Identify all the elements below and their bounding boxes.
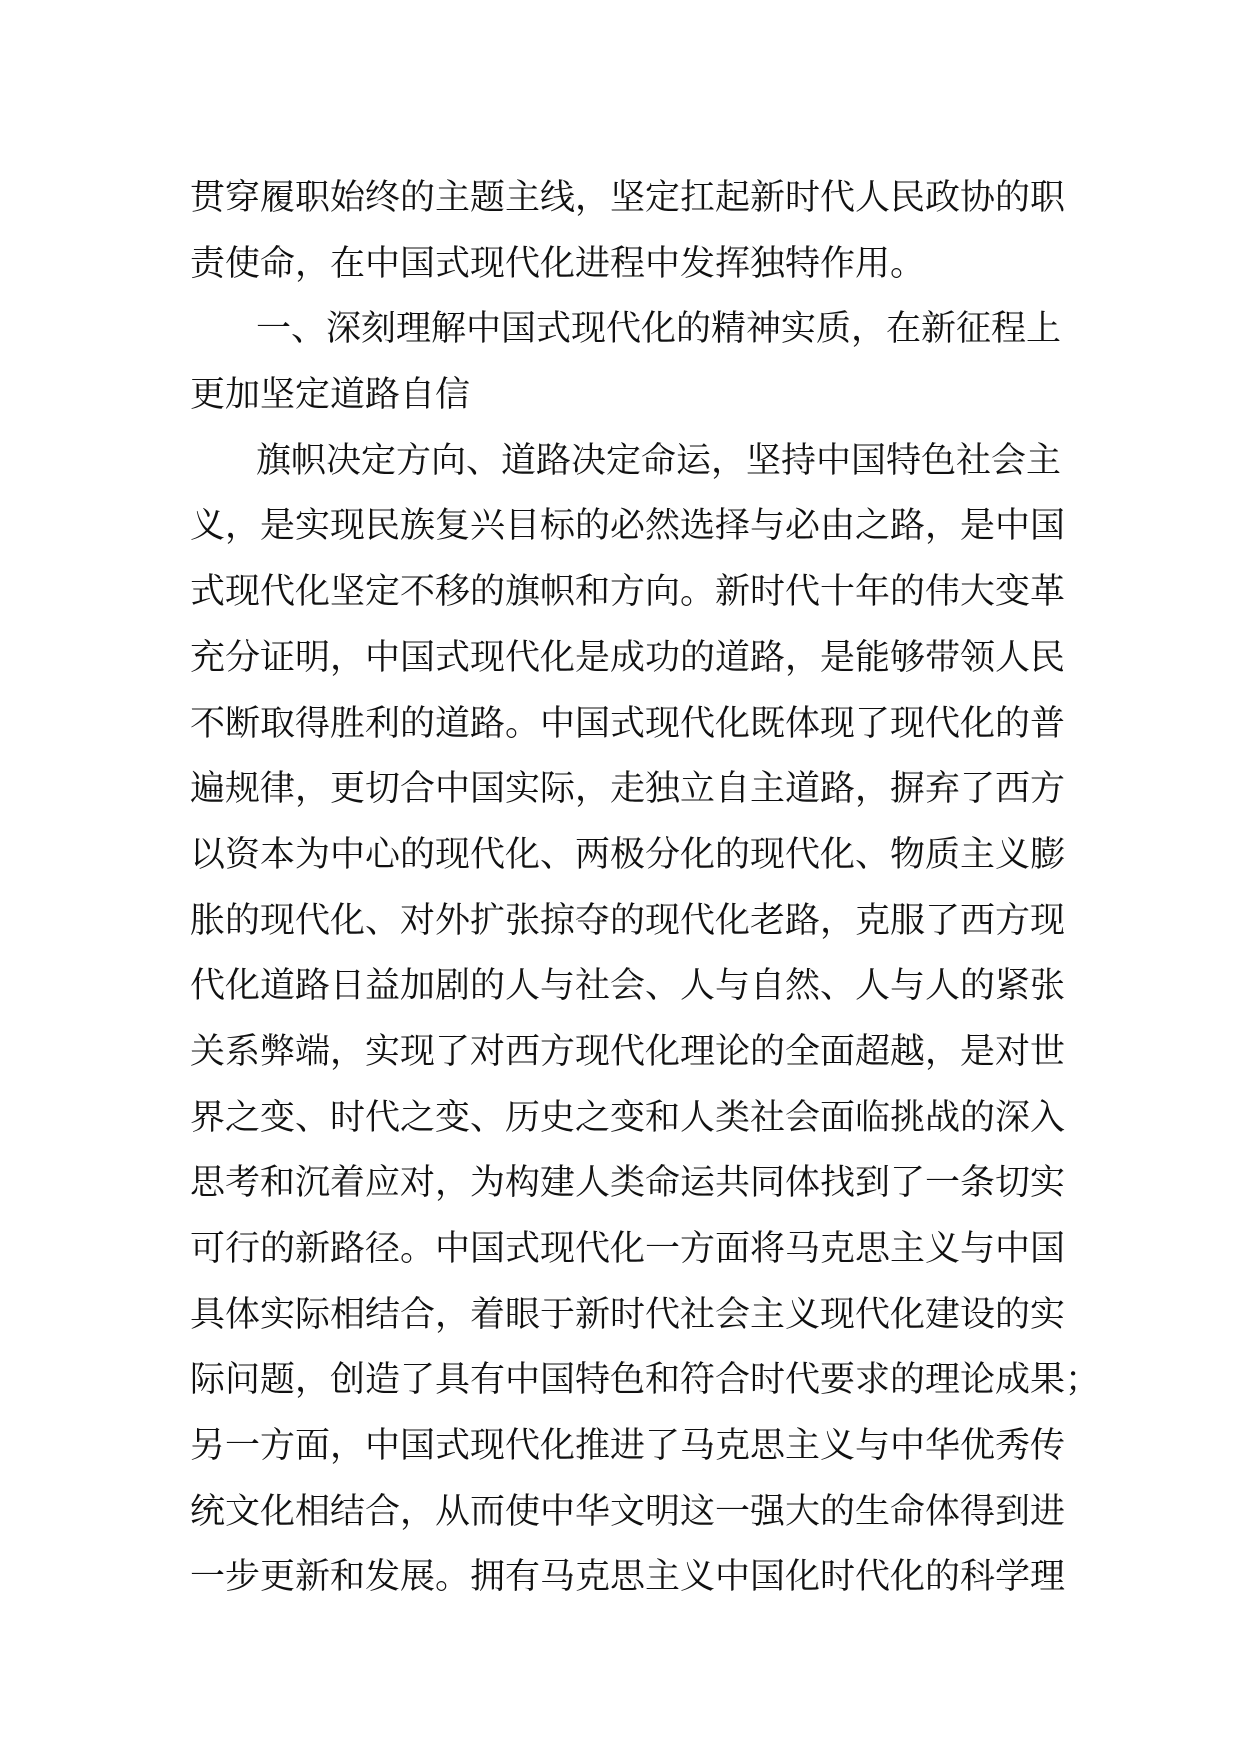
text-line: 统文化相结合，从而使中华文明这一强大的生命体得到进 <box>190 1491 1066 1532</box>
paragraph-first-line: 旗帜决定方向、道路决定命运，坚持中国特色社会主 <box>256 440 1062 481</box>
text-line: 充分证明，中国式现代化是成功的道路，是能够带领人民 <box>190 637 1066 678</box>
section-heading-line: 更加坚定道路自信 <box>190 375 471 416</box>
text-line: 式现代化坚定不移的旗帜和方向。新时代十年的伟大变革 <box>190 572 1066 613</box>
text-line: 义，是实现民族复兴目标的必然选择与必由之路，是中国 <box>190 506 1066 547</box>
text-line: 际问题，创造了具有中国特色和符合时代要求的理论成果； <box>190 1360 1101 1401</box>
section-heading-line: 一、深刻理解中国式现代化的精神实质，在新征程上 <box>256 309 1062 350</box>
text-line: 一步更新和发展。拥有马克思主义中国化时代化的科学理 <box>190 1557 1066 1598</box>
text-line: 思考和沉着应对，为构建人类命运共同体找到了一条切实 <box>190 1163 1066 1204</box>
text-line: 以资本为中心的现代化、两极分化的现代化、物质主义膨 <box>190 834 1066 875</box>
text-line: 界之变、时代之变、历史之变和人类社会面临挑战的深入 <box>190 1097 1066 1138</box>
text-line: 另一方面，中国式现代化推进了马克思主义与中华优秀传 <box>190 1426 1066 1467</box>
text-line: 胀的现代化、对外扩张掠夺的现代化老路，克服了西方现 <box>190 900 1066 941</box>
text-line: 具体实际相结合，着眼于新时代社会主义现代化建设的实 <box>190 1294 1066 1335</box>
text-line: 贯穿履职始终的主题主线，坚定扛起新时代人民政协的职 <box>190 178 1066 218</box>
text-line: 关系弊端，实现了对西方现代化理论的全面超越，是对世 <box>190 1031 1066 1072</box>
body-text <box>190 166 1101 1611</box>
text-line: 可行的新路径。中国式现代化一方面将马克思主义与中国 <box>190 1229 1066 1269</box>
text-line: 不断取得胜利的道路。中国式现代化既体现了现代化的普 <box>190 703 1066 744</box>
text-line: 代化道路日益加剧的人与社会、人与自然、人与人的紧张 <box>190 966 1066 1007</box>
text-line: 遍规律，更切合中国实际，走独立自主道路，摒弃了西方 <box>190 769 1066 810</box>
text-line: 责使命，在中国式现代化进程中发挥独特作用。 <box>190 243 926 284</box>
